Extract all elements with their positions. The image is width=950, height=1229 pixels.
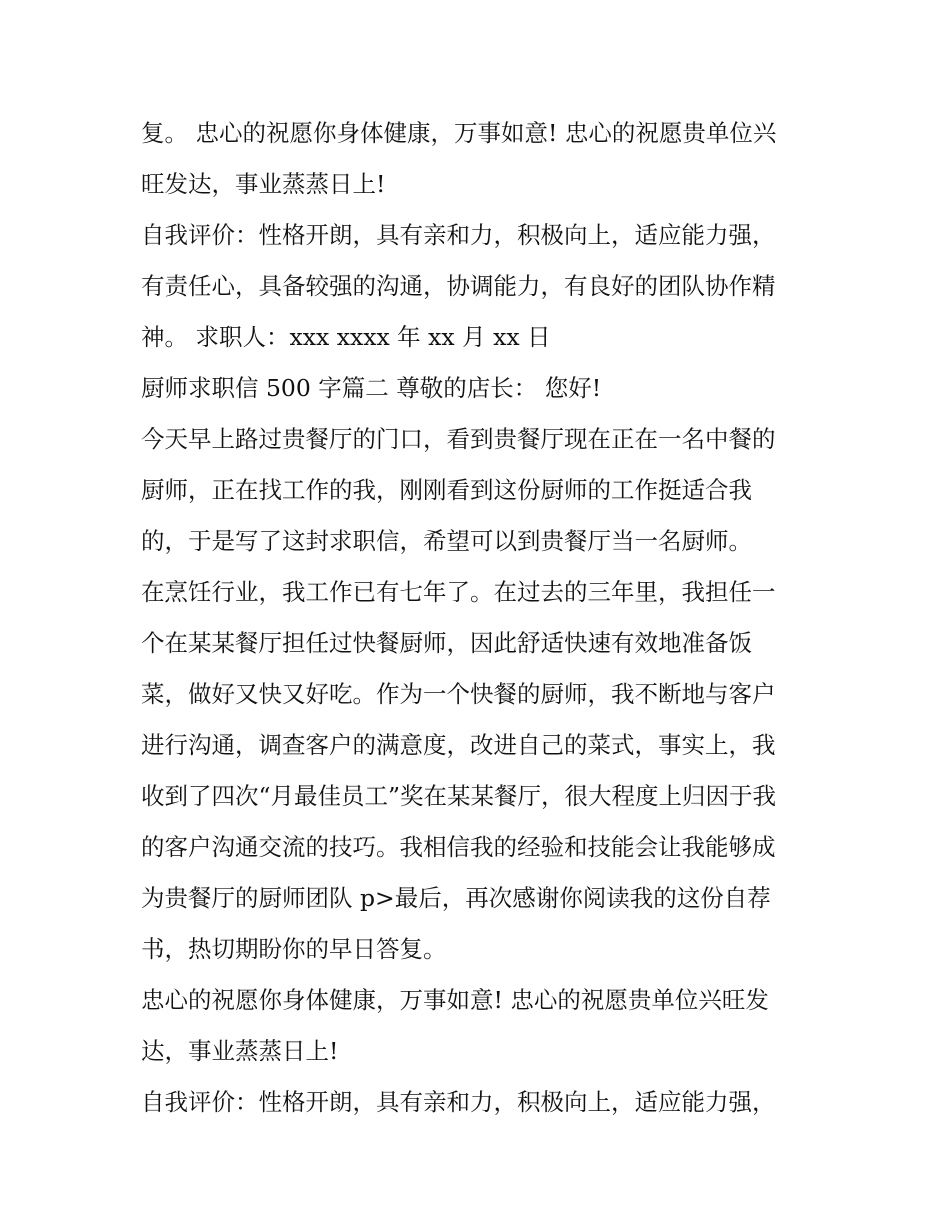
text-line: 今天早上路过贵餐厅的门口，看到贵餐厅现在正在一名中餐的 [141,425,776,453]
text-line: 的客户沟通交流的技巧。我相信我的经验和技能会让我能够成 [141,833,776,861]
text-line: 个在某某餐厅担任过快餐厨师，因此舒适快速有效地准备饭 [141,629,752,657]
text-line: 旺发达，事业蒸蒸日上! [141,170,386,198]
text-line: 忠心的祝愿你身体健康，万事如意! 忠心的祝愿贵单位兴旺发 [141,986,769,1014]
text-line: 在烹饪行业，我工作已有七年了。在过去的三年里，我担任一 [141,578,776,606]
text-line: 达，事业蒸蒸日上! [141,1037,339,1065]
text-line: 自我评价：性格开朗，具有亲和力，积极向上，适应能力强， [141,221,776,249]
text-line: 进行沟通，调查客户的满意度，改进自己的菜式，事实上，我 [141,731,776,759]
text-line: 的，于是写了这封求职信，希望可以到贵餐厅当一名厨师。 [141,527,752,555]
text-line: 有责任心，具备较强的沟通，协调能力，有良好的团队协作精 [141,272,776,300]
text-line: 收到了四次“月最佳员工”奖在某某餐厅，很大程度上归因于我 [141,782,777,810]
text-line: 书，热切期盼你的早日答复。 [141,935,447,963]
text-line: 自我评价：性格开朗，具有亲和力，积极向上，适应能力强， [141,1088,776,1116]
text-line: 厨师，正在找工作的我，刚刚看到这份厨师的工作挺适合我 [141,476,752,504]
text-line: 复。 忠心的祝愿你身体健康，万事如意! 忠心的祝愿贵单位兴 [141,119,777,147]
document-body [141,108,821,1128]
text-line: 厨师求职信 500 字篇二 尊敬的店长： 您好! [141,374,602,402]
text-line: 神。 求职人：xxx xxxx 年 xx 月 xx 日 [141,323,551,351]
text-line: 为贵餐厅的厨师团队 p>最后，再次感谢你阅读我的这份自荐 [141,884,771,912]
text-line: 菜，做好又快又好吃。作为一个快餐的厨师，我不断地与客户 [141,680,776,708]
